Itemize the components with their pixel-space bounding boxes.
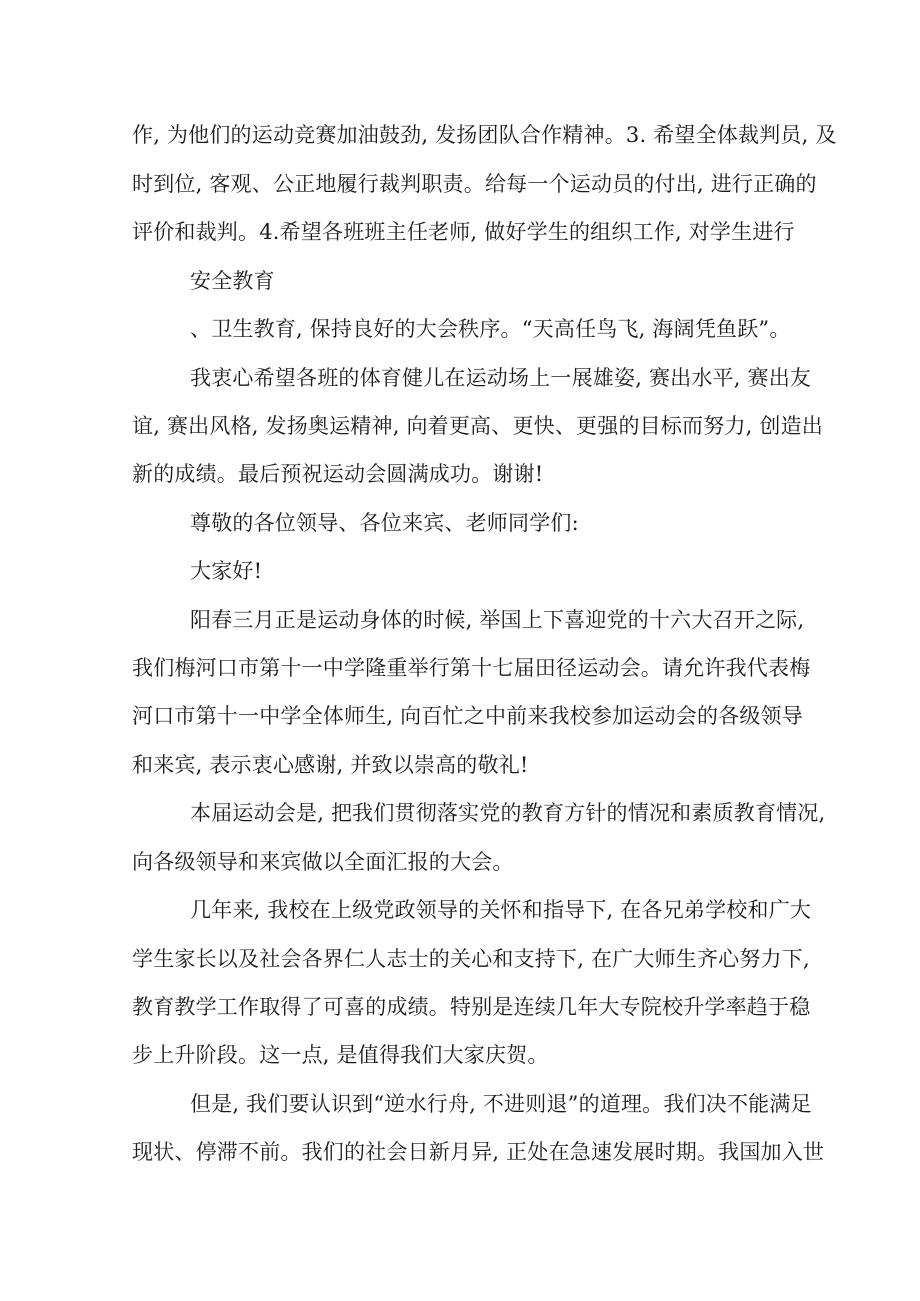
text-line: 本届运动会是, 把我们贯彻落实党的教育方针的情况和素质教育情况, — [190, 801, 826, 825]
text-line: 几年来, 我校在上级党政领导的关怀和指导下, 在各兄弟学校和广大 — [190, 898, 812, 922]
text-line: 安全教育 — [190, 269, 275, 293]
text-line: 步上升阶段。这一点, 是值得我们大家庆贺。 — [132, 1043, 549, 1067]
text-line: 谊, 赛出风格, 发扬奥运精神, 向着更高、更快、更强的目标而努力, 创造出 — [132, 414, 823, 438]
text-line: 我们梅河口市第十一中学隆重举行第十七届田径运动会。请允许我代表梅 — [132, 656, 811, 680]
text-line: 尊敬的各位领导、各位来宾、老师同学们: — [190, 511, 579, 535]
text-line: 新的成绩。最后预祝运动会圆满成功。谢谢! — [132, 462, 544, 486]
text-line: 作, 为他们的运动竞赛加油鼓劲, 发扬团队合作精神。3. 希望全体裁判员, 及 — [132, 123, 837, 147]
text-line: 但是, 我们要认识到“逆水行舟, 不进则退”的道理。我们决不能满足 — [190, 1092, 812, 1116]
text-line: 教育教学工作取得了可喜的成绩。特别是连续几年大专院校升学率趋于稳 — [132, 995, 811, 1019]
text-line: 向各级领导和来宾做以全面汇报的大会。 — [132, 850, 514, 874]
text-line: 、卫生教育, 保持良好的大会秩序。“天高任鸟飞, 海阔凭鱼跃”。 — [190, 317, 791, 341]
text-line: 大家好! — [190, 559, 263, 583]
text-line: 现状、停滞不前。我们的社会日新月异, 正处在急速发展时期。我国加入世 — [132, 1140, 825, 1164]
text-line: 阳春三月正是运动身体的时候, 举国上下喜迎党的十六大召开之际, — [190, 608, 805, 632]
text-line: 河口市第十一中学全体师生, 向百忙之中前来我校参加运动会的各级领导 — [132, 704, 803, 728]
text-line: 学生家长以及社会各界仁人志士的关心和支持下, 在广大师生齐心努力下, — [132, 947, 810, 971]
text-line: 和来宾, 表示衷心感谢, 并致以崇高的敬礼! — [132, 753, 529, 777]
text-line: 时到位, 客观、公正地履行裁判职责。给每一个运动员的付出, 进行正确的 — [132, 172, 817, 196]
text-line: 我衷心希望各班的体育健儿在运动场上一展雄姿, 赛出水平, 赛出友 — [190, 366, 812, 390]
text-line: 评价和裁判。4.希望各班班主任老师, 做好学生的组织工作, 对学生进行 — [132, 220, 795, 244]
